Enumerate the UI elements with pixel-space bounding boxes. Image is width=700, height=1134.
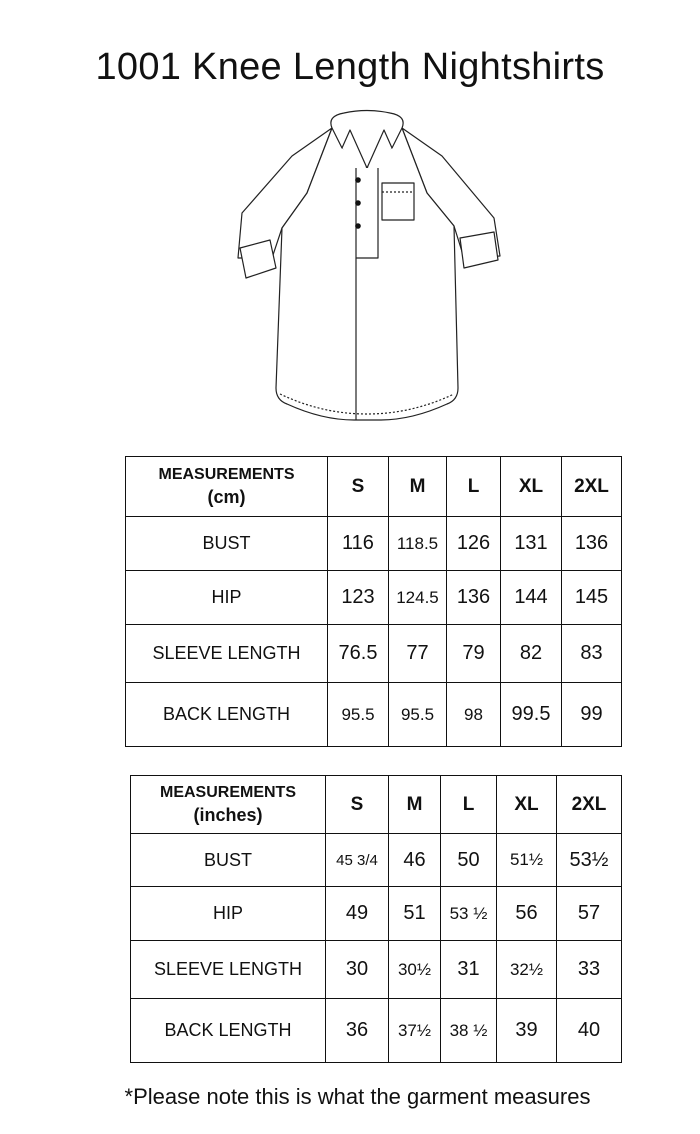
size-header: XL (497, 776, 557, 834)
size-header: M (389, 457, 447, 517)
measurement-value: 82 (501, 625, 562, 683)
measurements-table-cm (125, 456, 622, 747)
measurement-value: 99 (562, 683, 622, 747)
measurements-heading: MEASUREMENTS (158, 465, 295, 483)
measurement-value: 99.5 (501, 683, 562, 747)
size-header: S (326, 776, 389, 834)
size-header: XL (501, 457, 562, 517)
row-label: SLEEVE LENGTH (126, 625, 328, 683)
row-label: BACK LENGTH (126, 683, 328, 747)
measurement-value: 145 (562, 571, 622, 625)
size-header: 2XL (562, 457, 622, 517)
measurement-value: 83 (562, 625, 622, 683)
size-header: 2XL (557, 776, 622, 834)
measurements-header-cell (126, 457, 328, 517)
measurement-value: 57 (557, 887, 622, 941)
measurement-value: 118.5 (389, 517, 447, 571)
table-row (126, 571, 622, 625)
measurement-value: 79 (447, 625, 501, 683)
table-row (131, 887, 622, 941)
measurement-value: 37½ (389, 999, 441, 1063)
measurement-value: 123 (328, 571, 389, 625)
size-header: L (447, 457, 501, 517)
table-row (131, 941, 622, 999)
measurement-value: 53½ (557, 834, 622, 887)
measurement-value: 33 (557, 941, 622, 999)
measurement-value: 136 (562, 517, 622, 571)
measurements-header-cell (131, 776, 326, 834)
measurement-value: 136 (447, 571, 501, 625)
measurement-value: 98 (447, 683, 501, 747)
measurement-value: 56 (497, 887, 557, 941)
measurement-value: 124.5 (389, 571, 447, 625)
page-title: 1001 Knee Length Nightshirts (95, 46, 605, 88)
measurements-unit: (inches) (193, 805, 263, 826)
nightshirt-illustration (232, 108, 502, 438)
measurements-unit: (cm) (207, 487, 246, 508)
row-label: SLEEVE LENGTH (131, 941, 326, 999)
table-row (126, 517, 622, 571)
table-row (126, 683, 622, 747)
measurement-value: 76.5 (328, 625, 389, 683)
measurement-value: 30½ (389, 941, 441, 999)
table-row (126, 625, 622, 683)
measurement-value: 31 (441, 941, 497, 999)
measurement-value: 38 ½ (441, 999, 497, 1063)
measurement-value: 95.5 (389, 683, 447, 747)
measurement-value: 50 (441, 834, 497, 887)
table-row (131, 999, 622, 1063)
measurement-value: 36 (326, 999, 389, 1063)
measurement-value: 46 (389, 834, 441, 887)
measurement-value: 131 (501, 517, 562, 571)
row-label: BUST (126, 517, 328, 571)
measurement-value: 49 (326, 887, 389, 941)
measurement-value: 51½ (497, 834, 557, 887)
measurement-value: 39 (497, 999, 557, 1063)
measurement-value: 32½ (497, 941, 557, 999)
row-label: HIP (131, 887, 326, 941)
measurement-value: 53 ½ (441, 887, 497, 941)
size-header: L (441, 776, 497, 834)
row-label: HIP (126, 571, 328, 625)
measurement-value: 51 (389, 887, 441, 941)
row-label: BUST (131, 834, 326, 887)
table-row (131, 834, 622, 887)
garment-measure-note: *Please note this is what the garment measures (124, 1084, 591, 1109)
size-header: M (389, 776, 441, 834)
measurements-table-inches (130, 775, 622, 1063)
measurement-value: 144 (501, 571, 562, 625)
row-label: BACK LENGTH (131, 999, 326, 1063)
measurement-value: 77 (389, 625, 447, 683)
measurements-heading: MEASUREMENTS (159, 783, 296, 801)
measurement-value: 30 (326, 941, 389, 999)
measurement-value: 95.5 (328, 683, 389, 747)
measurement-value: 40 (557, 999, 622, 1063)
measurement-value: 116 (328, 517, 389, 571)
measurement-value: 45 3/4 (326, 834, 389, 887)
measurement-value: 126 (447, 517, 501, 571)
size-header: S (328, 457, 389, 517)
